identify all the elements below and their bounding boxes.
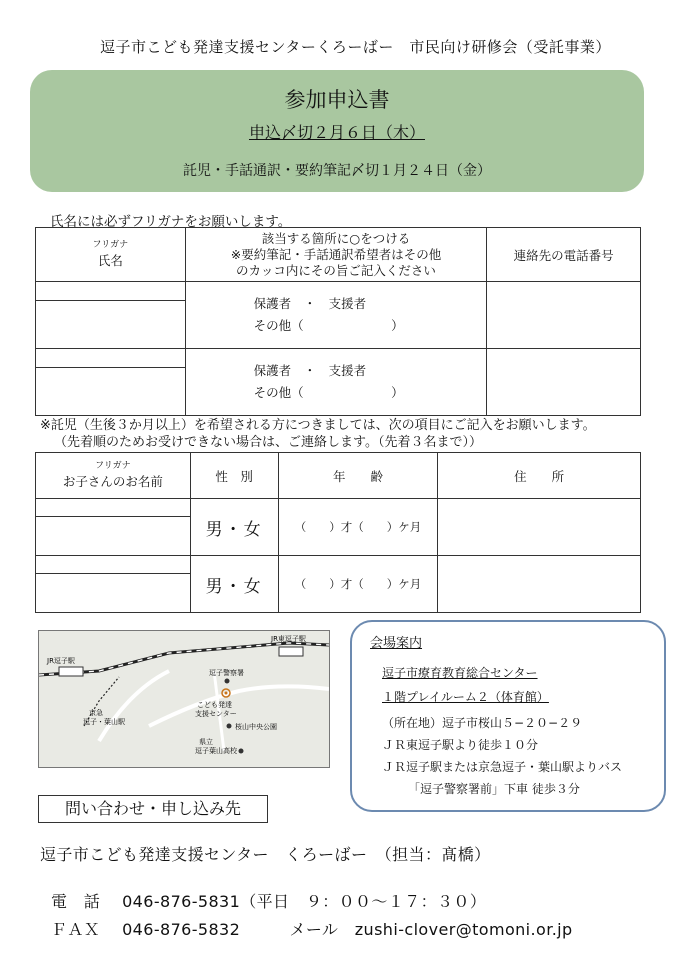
phone-number[interactable]: 046-876-5831（平日 ９：００〜１７：３０） xyxy=(122,892,487,911)
childcare-note xyxy=(40,417,596,451)
address-input[interactable] xyxy=(438,499,641,556)
role-header xyxy=(185,228,487,282)
participant-row xyxy=(36,349,641,416)
age-input[interactable]: （ ）才（ ）ケ月 xyxy=(278,499,438,556)
name-header xyxy=(36,228,186,282)
child-name-header xyxy=(36,453,191,499)
role-option[interactable]: 保護者 ・ 支援者 xyxy=(253,296,367,311)
application-deadline: 申込〆切２月６日（木） xyxy=(248,123,425,142)
child-name-input[interactable] xyxy=(36,574,190,612)
jr-zushi-station-icon xyxy=(59,667,83,676)
fax-label: ＦＡＸ xyxy=(50,920,101,939)
phone-label: 電 話 xyxy=(50,892,101,911)
childcare-table xyxy=(35,452,641,613)
label-police: 逗子警察署 xyxy=(209,669,244,677)
venue-access-1: ＪＲ東逗子駅より徒歩１０分 xyxy=(382,738,539,752)
name-label: 氏名 xyxy=(97,253,123,268)
police-marker-icon xyxy=(225,679,230,684)
child-name-cell[interactable] xyxy=(36,499,191,556)
venue-access-2: ＪＲ逗子駅または京急逗子・葉山駅よりバス xyxy=(382,760,623,774)
childcare-note-line2: （先着順のためお受けできない場合は、ご連絡します。（先着３名まで）） xyxy=(54,435,482,450)
furigana-input[interactable] xyxy=(36,349,185,368)
age-input[interactable]: （ ）才（ ）ケ月 xyxy=(278,556,438,613)
phone-input[interactable] xyxy=(487,349,641,416)
address-input[interactable] xyxy=(438,556,641,613)
child-row xyxy=(36,499,641,556)
name-input[interactable] xyxy=(36,368,185,415)
school-marker-icon xyxy=(239,749,244,754)
center-marker-dot-icon xyxy=(225,692,228,695)
support-deadline: 託児・手話通訳・要約筆記〆切１月２４日（金） xyxy=(183,163,491,179)
role-cell[interactable] xyxy=(185,282,487,349)
label-park: 桜山中央公園 xyxy=(235,723,277,731)
contact-org: 逗子市こども発達支援センター くろーばー （担当：髙橋） xyxy=(40,845,491,864)
road-1 xyxy=(99,671,169,741)
child-row xyxy=(36,556,641,613)
furigana-input[interactable] xyxy=(36,282,185,301)
road-2 xyxy=(149,686,329,726)
name-input[interactable] xyxy=(36,301,185,348)
label-school1: 県立 xyxy=(199,738,213,746)
label-center2: 支援センター xyxy=(195,710,237,718)
venue-address: （所在地）逗子市桜山５−２０−２９ xyxy=(382,716,583,730)
name-instruction: 氏名には必ずフリガナをお願いします。 xyxy=(50,214,292,230)
role-header-line3: のカッコ内にその旨ご記入ください xyxy=(236,262,436,278)
other-option[interactable]: その他（ ） xyxy=(253,385,404,400)
label-school2: 逗子葉山高校 xyxy=(195,747,237,755)
furigana-label: フリガナ xyxy=(92,240,129,250)
role-option[interactable]: 保護者 ・ 支援者 xyxy=(253,363,367,378)
label-jr-higashi: JR東逗子駅 xyxy=(271,635,306,643)
fax-number[interactable]: 046-876-5832 xyxy=(122,920,241,939)
address-header: 住 所 xyxy=(438,453,641,499)
venue-room: １階プレイルーム２（体育館） xyxy=(382,690,549,704)
furigana-label: フリガナ xyxy=(95,461,131,471)
role-header-line2: ※要約筆記・手話通訳希望者はその他 xyxy=(230,246,442,262)
participant-table xyxy=(35,227,641,416)
role-cell[interactable] xyxy=(185,349,487,416)
child-name-input[interactable] xyxy=(36,517,190,555)
gender-header: 性 別 xyxy=(190,453,278,499)
other-option[interactable]: その他（ ） xyxy=(253,318,404,333)
park-marker-icon xyxy=(227,724,232,729)
age-header: 年 齢 xyxy=(278,453,438,499)
jr-higashi-station-icon xyxy=(279,647,303,656)
phone-input[interactable] xyxy=(487,282,641,349)
venue-info-box xyxy=(350,620,666,812)
label-keikyu1: 京急 xyxy=(89,709,103,717)
phone-header: 連絡先の電話番号 xyxy=(487,228,641,282)
child-furigana-input[interactable] xyxy=(36,499,190,517)
contact-fax-row xyxy=(40,898,573,940)
child-furigana-input[interactable] xyxy=(36,556,190,574)
child-name-cell[interactable] xyxy=(36,556,191,613)
form-title: 参加申込書 xyxy=(284,88,390,112)
venue-access-3: 「逗子警察署前」下車 徒歩３分 xyxy=(408,782,580,796)
participant-name-cell[interactable] xyxy=(36,282,186,349)
label-jr-zushi: JR逗子駅 xyxy=(47,657,75,665)
venue-title: 会場案内 xyxy=(370,636,423,651)
mail-address[interactable]: zushi-clover@tomoni.or.jp xyxy=(354,920,573,939)
label-center1: こども発達 xyxy=(197,701,232,709)
child-name-label: お子さんのお名前 xyxy=(62,474,163,489)
gender-select[interactable]: 男・女 xyxy=(190,499,278,556)
organizer-heading: 逗子市こども発達支援センターくろーばー 市民向け研修会（受託事業） xyxy=(100,38,611,56)
map-drawing xyxy=(39,631,329,767)
mail-label: メール xyxy=(289,920,339,939)
venue-facility: 逗子市療育教育総合センター xyxy=(382,666,538,680)
role-header-line1: 該当する箇所に○をつける xyxy=(261,230,411,246)
title-banner xyxy=(30,70,644,192)
childcare-note-line1: ※託児（生後３か月以上）を希望される方につきましては、次の項目にご記入をお願いします。 xyxy=(40,418,596,433)
label-keikyu2: 逗子・葉山駅 xyxy=(83,718,125,726)
participant-row xyxy=(36,282,641,349)
contact-title: 問い合わせ・申し込み先 xyxy=(38,795,268,823)
participant-name-cell[interactable] xyxy=(36,349,186,416)
gender-select[interactable]: 男・女 xyxy=(190,556,278,613)
access-map xyxy=(38,630,330,768)
